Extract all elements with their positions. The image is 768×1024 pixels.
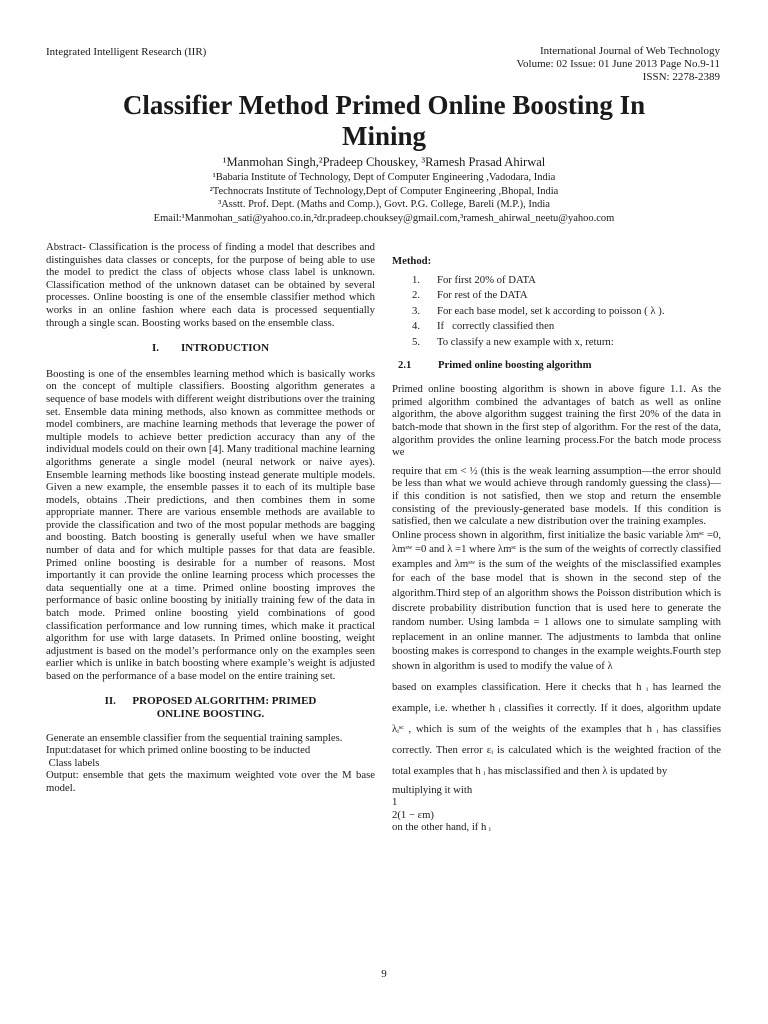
method-item-number: 4. bbox=[412, 320, 421, 333]
method-item bbox=[392, 320, 721, 333]
volume-info: Volume: 02 Issue: 01 June 2013 Page No.9-11 bbox=[516, 58, 720, 70]
method-item-number: 1. bbox=[412, 273, 421, 286]
algorithm-description: Primed online boosting algorithm is shown in above figure 1.1. As the primed algorithm combined the advantages of batch as well as online algorithm, the above algorithm suggest training the first 20% of the data in batch-mode that shown in the first step of algorithm. For the rest of the data, algorithm provides the online learning process.For the batch mode process we bbox=[392, 383, 721, 459]
section2-heading bbox=[46, 695, 375, 721]
title-line-2: Mining bbox=[341, 121, 427, 151]
journal-right-header bbox=[517, 45, 720, 84]
page-number: 9 bbox=[381, 968, 387, 980]
method-item-text: If correctly classified then bbox=[437, 320, 555, 333]
affiliations bbox=[30, 171, 738, 225]
paper-title bbox=[40, 90, 728, 152]
abstract: Abstract- Classification is the process of finding a model that describes and distinguishes data classes or concepts, for the purpose of being able to use the model to predict the class of objects whose class label is unknown. Classification method of the unknown dataset can be obtained by several processes. Online boosting is one of the ensemble classifier method which works in an online fashion where each data is processed sequentially through a single scan. Boosting works based on the ensemble class. bbox=[46, 241, 375, 329]
issn: ISSN: 2278-2389 bbox=[642, 71, 720, 83]
method-list bbox=[392, 274, 721, 349]
method-item-number: 2. bbox=[412, 289, 421, 302]
method-item bbox=[392, 336, 721, 349]
journal-left-header: Integrated Intelligent Research (IIR) bbox=[46, 46, 207, 58]
method-item-text: For rest of the DATA bbox=[437, 289, 528, 302]
method-item-text: For first 20% of DATA bbox=[437, 273, 536, 286]
intro-text: Boosting is one of the ensembles learning method which is basically works on the concept of multiple classifiers. Boosting algorithm generates a sequence of base models with different weight distributions over the training set. Ensemble data mining methods, also known as committee methods or model combiners, are machine learning methods that leverage the power of multiple models to achieve better prediction accuracy than any of the individual models could on their own [4]. Many traditional machine learning algorithms generate a single model (neural network or naive ayes). Ensemble learning methods like boosting instead generate multiple models. Given a new example, the ensemble passes it to each of its multiple base models, obtains .Their predictions, and then combines them in some appropriate manner. There are various ensemble methods are available to provide the classification and two of the most popular methods are bagging and boosting. Batch boosting is generally useful when we have smaller number of data and for which multiple passes for that data are feasible. Primed online boosting is desirable for a number of reasons. Most importantly it can provide the online learning process which processes the data sequentially one at a time. Primed online boosting improves the performance of basic online boosting by initially training few of the data in batch mode. Primed online boosting yield combinations of good classification performance and low running times, which make it practical algorithm for use with large datasets. In Primed online boosting, weight adjustment is based on the model’s performance only on the examples seen earlier which is unlike in batch boosting where example’s weight is adjusted based on the performance of a base model on the entire training set. bbox=[46, 367, 375, 682]
method-item-number: 5. bbox=[412, 335, 421, 348]
fraction-numerator: 1 bbox=[392, 796, 398, 809]
left-column bbox=[46, 241, 375, 795]
affiliation-2: ²Technocrats Institute of Technology,Dept of Computer Engineering ,Bhopal, India bbox=[209, 185, 559, 197]
right-column bbox=[392, 255, 721, 834]
title-line-1: Classifier Method Primed Online Boosting In bbox=[122, 90, 646, 120]
method-item-text: To classify a new example with x, return: bbox=[437, 335, 614, 348]
otherwise-text: on the other hand, if h ᵢ bbox=[392, 821, 491, 834]
affiliation-1: ¹Babaria Institute of Technology, Dept of Computer Engineering ,Vadodara, India bbox=[212, 172, 556, 183]
method-item bbox=[392, 305, 721, 318]
section2-heading-line-2: ONLINE BOOSTING. bbox=[156, 707, 265, 720]
section2-output: Output: ensemble that gets the maximum weighted vote over the M base model. bbox=[46, 769, 375, 794]
section2-heading-line-1: II. PROPOSED ALGORITHM: PRIMED bbox=[104, 694, 317, 707]
subsection-heading bbox=[392, 359, 721, 372]
classification-paragraph: based on examples classification. Here it checks that h ᵢ has learned the example, i.e. whether h ᵢ classifies it correctly. If it does, algorithm update λᵢˢᶜ , which is sum of the weights of the examples that h ᵢ has classifies correctly. Then error εᵢ is calculated which is the weighted fraction of the total examples that h ᵢ has misclassified and then λ is updated by bbox=[392, 680, 721, 777]
online-process-paragraph: Online process shown in algorithm, first initialize the basic variable λmˢᶜ =0, λmˢʷ =0 and λ =1 where λmˢᶜ is the sum of the weights of correctly classified examples and λmˢʷ is the sum of the weights of the misclassified examples for each of the base model that is shown in the second step of the algorithm.Third step of an algorithm shows the Poisson distribution which is discrete probability distribution function that is used here to generate the random number. Using lambda = 1 allows one to simulate sampling with replacement in an online manner. The adjustments to lambda that online boosting makes is correspond to changes in the example weights.Fourth step shown in algorithm is used to modify the value of λ bbox=[392, 528, 721, 673]
method-title: Method: bbox=[392, 255, 432, 267]
method-item-number: 3. bbox=[412, 304, 421, 317]
weak-learning-paragraph: require that εm < ½ (this is the weak learning assumption—the error should be less than what we would achieve through randomly guessing the class)—if this condition is not satisfied, then we stop and return the ensemble consisting of the previously-generated base models. If this condition is satisfied, then we calculate a new distribution over the training examples. bbox=[392, 464, 721, 528]
affiliation-3: ³Asstt. Prof. Dept. (Maths and Comp.), Govt. P.G. College, Bareli (M.P.), India bbox=[218, 199, 550, 210]
journal-name: International Journal of Web Technology bbox=[539, 45, 720, 57]
section2-class-labels: Class labels bbox=[46, 756, 100, 769]
intro-heading: I. INTRODUCTION bbox=[151, 342, 270, 355]
method-item-text: For each base model, set k according to poisson ( λ ). bbox=[437, 304, 665, 317]
author-list: ¹Manmohan Singh,²Pradeep Chouskey, ³Ramesh Prasad Ahirwal bbox=[222, 155, 546, 169]
multiply-text: multiplying it with bbox=[392, 783, 473, 796]
subsection-number: 2.1 bbox=[398, 358, 412, 371]
fraction-denominator: 2(1 − εm) bbox=[392, 808, 434, 821]
method-item bbox=[392, 274, 721, 287]
subsection-title: Primed online boosting algorithm bbox=[438, 358, 592, 371]
email-line: Email:¹Manmohan_sati@yahoo.co.in,²dr.pradeep.chouksey@gmail.com,³ramesh_ahirwal_neetu@yahoo.com bbox=[153, 212, 615, 224]
method-item bbox=[392, 289, 721, 302]
section2-paragraph-1: Generate an ensemble classifier from the sequential training samples. bbox=[46, 731, 343, 744]
section2-input: Input:dataset for which primed online boosting to be inducted bbox=[46, 744, 311, 757]
multiply-line bbox=[392, 784, 721, 797]
